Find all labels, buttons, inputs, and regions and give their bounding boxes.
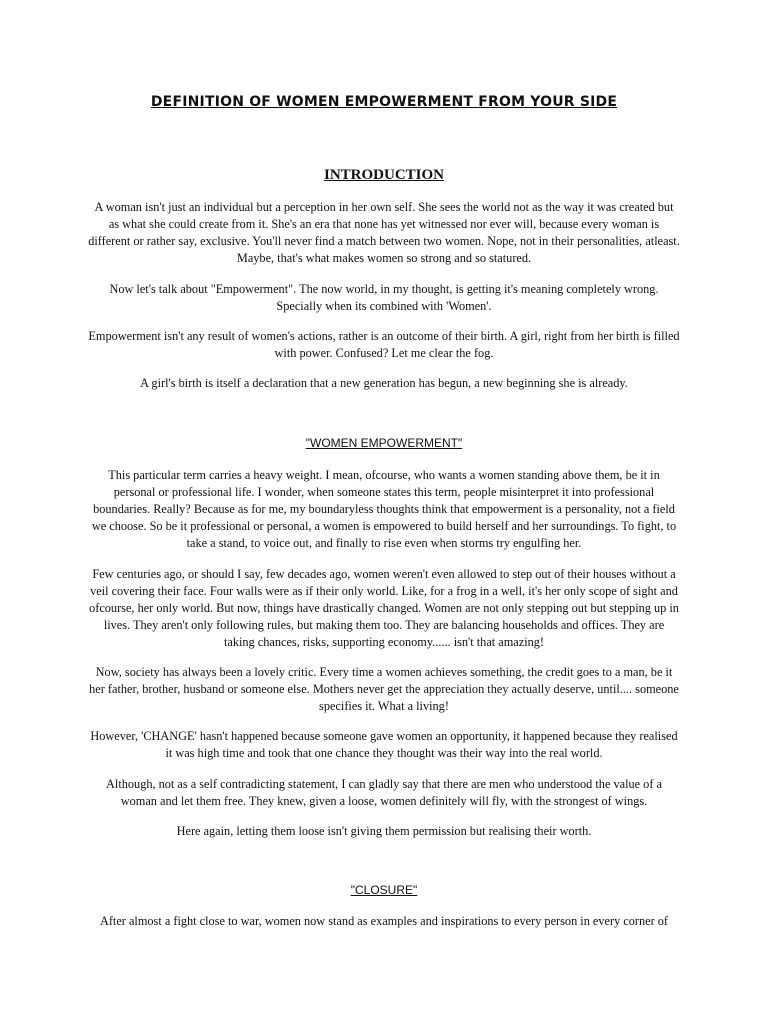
empowerment-paragraph-6: Here again, letting them loose isn't giving them permission but realising their worth. bbox=[176, 824, 592, 838]
section-heading-introduction: INTRODUCTION bbox=[323, 167, 444, 183]
closure-paragraph-1: After almost a fight close to war, women now stand as examples and inspirations to every person in every corner of bbox=[99, 914, 669, 928]
intro-paragraph-3: Empowerment isn't any result of women's actions, rather is an outcome of their birth. A girl, right from her birth is filled with power. Confused? Let me clear the fog. bbox=[88, 329, 680, 360]
empowerment-paragraph-1: This particular term carries a heavy weight. I mean, ofcourse, who wants a women standing above them, be it in personal or professional life. I wonder, when someone states this term, people misinterpret it into professional boundaries. Really? Because as for me, my boundaryless thoughts think that empowerment is a personality, not a field we choose. So be it professional or personal, a women is empowered to build herself and her surroundings. To fight, to take a stand, to voice out, and finally to rise even when storms try engulfing her. bbox=[91, 468, 677, 550]
intro-paragraph-2: Now let's talk about "Empowerment". The now world, in my thought, is getting it's meaning completely wrong. Specially when its combined with 'Women'. bbox=[109, 282, 659, 313]
document-title: DEFINITION OF WOMEN EMPOWERMENT FROM YOUR SIDE bbox=[150, 94, 618, 110]
empowerment-paragraph-5: Although, not as a self contradicting statement, I can gladly say that there are men who understood the value of a woman and let them free. They knew, given a loose, women definitely will fly, with the strongest of wings. bbox=[106, 777, 662, 808]
intro-paragraph-1: A woman isn't just an individual but a perception in her own self. She sees the world not as the way it was created but as what she could create from it. She's an era that none has yet witnessed nor ever will, because every woman is different or rather say, exclusive. You'll never find a match between two women. Nope, not in their personalities, atleast. Maybe, that's what makes women so strong and so statured. bbox=[88, 200, 680, 265]
section-heading-closure: "CLOSURE" bbox=[350, 883, 418, 897]
section-heading-women-empowerment: "WOMEN EMPOWERMENT" bbox=[305, 436, 463, 450]
intro-paragraph-4: A girl's birth is itself a declaration that a new generation has begun, a new beginning she is already. bbox=[140, 376, 628, 390]
empowerment-paragraph-4: However, 'CHANGE' hasn't happened because someone gave women an opportunity, it happened because they realised it was high time and took that one chance they thought was their way into the real world. bbox=[90, 729, 678, 760]
empowerment-paragraph-3: Now, society has always been a lovely critic. Every time a women achieves something, the credit goes to a man, be it her father, brother, husband or someone else. Mothers never get the appreciation they actually deserve, until.... someone specifies it. What a living! bbox=[89, 665, 679, 713]
empowerment-paragraph-2: Few centuries ago, or should I say, few decades ago, women weren't even allowed to step out of their houses without a veil covering their face. Four walls were as if their only world. Like, for a frog in a well, it's her only scope of sight and ofcourse, her only world. But now, things have drastically changed. Women are not only stepping out but stepping up in lives. They aren't only following rules, but making them too. They are balancing households and offices. They are taking chances, risks, supporting economy...... isn't that amazing! bbox=[89, 567, 679, 649]
